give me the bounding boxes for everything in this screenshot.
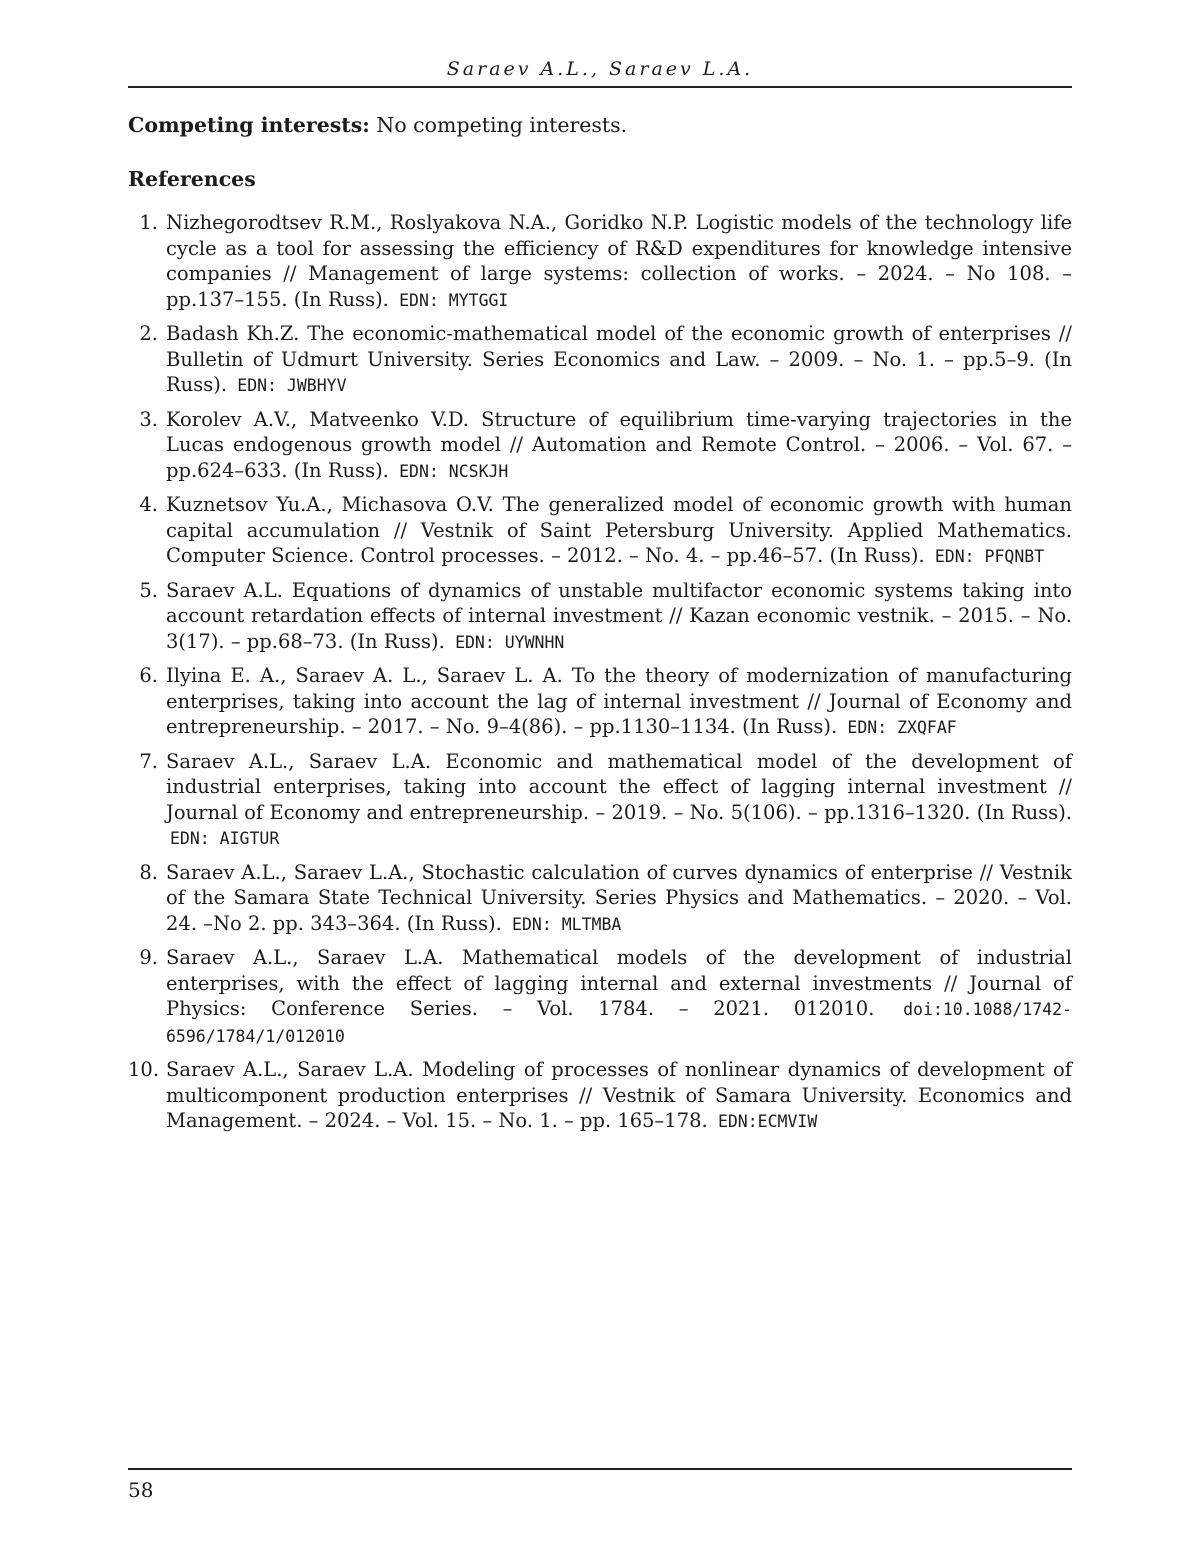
reference-item (128, 210, 1072, 313)
reference-number: 2. (139, 322, 158, 345)
reference-number: 6. (139, 664, 158, 687)
reference-item (128, 663, 1072, 741)
reference-number: 4. (139, 493, 158, 516)
reference-text: Nizhegorodtsev R.M., Roslyakova N.A., Goridko N.P. Logistic models of the technology life cycle as a tool for assessing the efficiency of R&D expenditures for knowledge intensive companies // Management of large systems: collection of works. – 2024. – No 108. – pp.137–155. (In Russ). (166, 211, 1072, 311)
reference-identifier: EDN: AIGTUR (170, 829, 280, 848)
reference-item (128, 945, 1072, 1049)
reference-number: 3. (139, 407, 158, 431)
reference-number: 1. (139, 211, 158, 234)
reference-text: Saraev A.L., Saraev L.A. Economic and mathematical model of the development of industrial enterprises, taking into account the effect of lagging internal investment // Journal of Economy and entrepreneurship. – 2019. – No. 5(106). – pp.1316–1320. (In Russ). (166, 749, 1072, 824)
reference-identifier: EDN: PFQNBT (934, 547, 1045, 566)
competing-interests-label: Competing interests: (128, 113, 370, 137)
reference-item (128, 860, 1072, 938)
reference-identifier: EDN:ECMVIW (717, 1112, 818, 1131)
header-rule (128, 86, 1072, 88)
reference-text: Kuznetsov Yu.A., Michasova O.V. The generalized model of economic growth with human capital accumulation // Vestnik of Saint Petersburg University. Applied Mathematics. Computer Science. Control processes. – 2012. – No. 4. – pp.46–57. (In Russ). (166, 493, 1072, 567)
reference-text: Badash Kh.Z. The economic-mathematical model of the economic growth of enterprises // Bulletin of Udmurt University. Series Economics and Law. – 2009. – No. 1. – pp.5–9. (In Russ). (166, 322, 1072, 396)
reference-identifier: EDN: UYWNHN (455, 632, 565, 652)
reference-identifier: doi:10.1088/1742-6596/1784/1/012010 (166, 1000, 1073, 1046)
references-heading: References (128, 167, 256, 191)
reference-number: 8. (139, 860, 158, 884)
competing-interests (128, 113, 627, 137)
reference-identifier: EDN: JWBHYV (237, 376, 347, 395)
reference-number: 9. (139, 946, 158, 969)
reference-number: 10. (128, 1058, 160, 1081)
competing-interests-text: No competing interests. (376, 113, 628, 137)
reference-item (128, 578, 1072, 656)
reference-number: 7. (139, 749, 158, 773)
reference-item (128, 492, 1072, 570)
reference-number: 5. (139, 578, 158, 602)
page-number: 58 (128, 1478, 154, 1502)
reference-item (128, 749, 1072, 852)
reference-item (128, 407, 1072, 485)
reference-identifier: EDN: MLTMBA (512, 914, 622, 934)
reference-item (128, 321, 1072, 399)
reference-text: Ilyina E. A., Saraev A. L., Saraev L. A. To the theory of modernization of manufacturing enterprises, taking into account the lag of internal investment // Journal of Economy and entrepreneurship. – 2017. – No. 9–4(86). – pp.1130–1134. (In Russ). (166, 664, 1072, 738)
footer-rule (128, 1468, 1072, 1470)
reference-text: Saraev A.L., Saraev L.A., Stochastic calculation of curves dynamics of enterprise // Vestnik of the Samara State Technical University. Series Physics and Mathematics. – 2020. – Vol. 24. –No 2. pp. 343–364. (In Russ). (166, 860, 1072, 935)
reference-text: Saraev A.L. Equations of dynamics of unstable multifactor economic systems taking into account retardation effects of internal investment // Kazan economic vestnik. – 2015. – No. 3(17). – pp.68–73. (In Russ). (166, 578, 1072, 653)
reference-identifier: EDN: ZXQFAF (847, 718, 957, 737)
reference-text: Saraev A.L., Saraev L.A. Mathematical models of the development of industrial enterprises, with the effect of lagging internal and external investments // Journal of Physics: Conference Series. – Vol. 1784. – 2021. 012010. (166, 946, 1072, 1020)
reference-identifier: EDN: MYTGGI (399, 290, 509, 310)
reference-identifier: EDN: NCSKJH (399, 461, 509, 481)
reference-list (128, 210, 1072, 1143)
reference-item (128, 1057, 1072, 1135)
reference-text: Korolev A.V., Matveenko V.D. Structure of equilibrium time-varying trajectories in the Lucas endogenous growth model // Automation and Remote Control. – 2006. – Vol. 67. – pp.624–633. (In Russ). (166, 407, 1072, 482)
running-header: Saraev A.L., Saraev L.A. (446, 58, 754, 80)
reference-text: Saraev A.L., Saraev L.A. Modeling of processes of nonlinear dynamics of development of multicomponent production enterprises // Vestnik of Samara University. Economics and Management. – 2024. – Vol. 15. – No. 1. – pp. 165–178. (166, 1058, 1072, 1132)
